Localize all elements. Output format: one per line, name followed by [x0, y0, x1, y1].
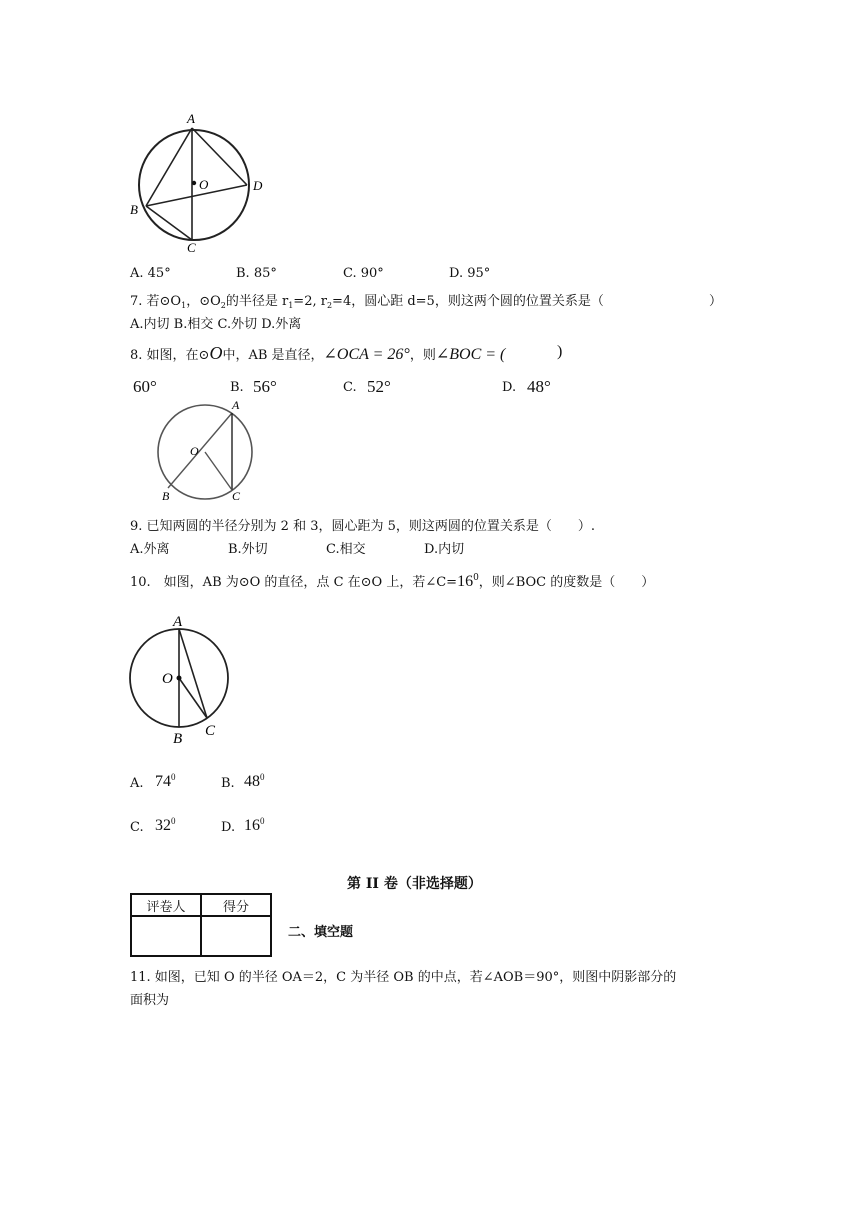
- section-title: 第 II 卷（非选择题）: [347, 876, 482, 892]
- label-a: A: [187, 111, 195, 126]
- q10-option-d: [244, 817, 265, 835]
- q8-option-a: 60°: [133, 377, 157, 396]
- center-point: [192, 181, 196, 185]
- q8-close-paren: ): [557, 343, 563, 360]
- figure-q6: [125, 110, 275, 260]
- q10-option-c-sup: 0: [171, 816, 176, 826]
- q9-option-c: C.相交: [326, 542, 366, 557]
- q8-option-b: 56°: [253, 377, 277, 396]
- q8-ask: ∠BOC = (: [435, 346, 506, 363]
- q8-circle-o: O: [209, 343, 223, 363]
- q8-option-b-label: B.: [230, 380, 244, 395]
- label-o: O: [190, 444, 199, 458]
- label-b: B: [173, 731, 183, 747]
- q10-option-a: [155, 773, 176, 791]
- q7-text-e: =4，圆心距 d=5，则这两个圆的位置关系是（: [332, 294, 604, 309]
- score-table-score-cell: [201, 916, 271, 956]
- q7-text-b: ，⊙O: [186, 294, 221, 309]
- radius-oc: [179, 678, 207, 718]
- q10-option-b-label: B.: [221, 776, 235, 791]
- center-point: [177, 676, 182, 681]
- q8-text-a: 8. 如图，在⊙: [130, 348, 210, 363]
- label-a: A: [173, 614, 183, 630]
- q8-option-d-label: D.: [502, 380, 517, 395]
- q10-option-b-value: 48: [244, 773, 260, 790]
- figure-q10: [122, 610, 242, 750]
- q7-options: A.内切 B.相交 C.外切 D.外离: [130, 317, 302, 332]
- label-c: C: [187, 240, 196, 255]
- q8-option-d: 48°: [527, 377, 551, 396]
- figure-q8: [150, 395, 265, 507]
- q10-option-c: [155, 817, 176, 835]
- q10-option-d-sup: 0: [260, 816, 265, 826]
- label-a: A: [232, 398, 240, 412]
- label-b: B: [130, 202, 138, 217]
- q7-sub1: 1: [181, 301, 187, 310]
- q10-question: [130, 571, 654, 591]
- q10-degree-sup: 0: [473, 573, 479, 583]
- q8-condition: ∠OCA = 26°: [323, 346, 410, 363]
- q9-option-a: A.外离: [130, 542, 170, 557]
- q7-text-c: 的半径是 r: [225, 294, 289, 309]
- q7-close-paren: ）: [709, 294, 723, 309]
- q9-option-d: D.内切: [424, 542, 465, 557]
- label-o: O: [199, 177, 209, 192]
- chord-bd: [146, 185, 247, 206]
- radius-oc: [205, 452, 232, 490]
- q10-option-d-label: D.: [221, 820, 236, 835]
- q9-option-b: B.外切: [228, 542, 268, 557]
- q8-text-b: 中，AB 是直径，: [222, 348, 324, 363]
- q7-sub3: 1: [288, 301, 294, 310]
- q10-option-a-value: 74: [155, 773, 171, 790]
- score-table-header-grader: 评卷人: [131, 894, 201, 916]
- q6-option-a: A. 45°: [130, 266, 171, 281]
- label-d: D: [253, 178, 263, 193]
- q7-question: [130, 290, 604, 309]
- q7-sub2: 2: [220, 301, 226, 310]
- score-table-header-score: 得分: [201, 894, 271, 916]
- q6-option-d: D. 95°: [449, 266, 491, 281]
- q8-question: [130, 343, 505, 364]
- q10-option-a-label: A.: [130, 776, 144, 791]
- q11-line1: 11. 如图，已知 O 的半径 OA＝2，C 为半径 OB 的中点，若∠AOB＝90°，则图中阴影部分的: [130, 970, 677, 985]
- q10-option-b-sup: 0: [260, 772, 265, 782]
- score-table-grader-cell: [131, 916, 201, 956]
- q10-text-a: 10. 如图，AB 为⊙O 的直径，点 C 在⊙O 上，若∠C=: [130, 575, 458, 590]
- q9-question: 9. 已知两圆的半径分别为 2 和 3，圆心距为 5，则这两圆的位置关系是（ ）.: [130, 519, 596, 534]
- q8-option-c: 52°: [367, 377, 391, 396]
- label-c: C: [232, 489, 241, 503]
- q7-text-a: 7. 若⊙O: [130, 294, 182, 309]
- q10-option-d-value: 16: [244, 817, 260, 834]
- label-o: O: [162, 671, 173, 687]
- score-table: [130, 893, 272, 957]
- part2-title: 二、填空题: [288, 925, 354, 940]
- q6-option-c: C. 90°: [343, 266, 384, 281]
- q11-line2: 面积为: [130, 993, 170, 1008]
- chord-ab: [146, 128, 192, 206]
- q10-option-c-value: 32: [155, 817, 171, 834]
- q7-sub4: 2: [326, 301, 333, 310]
- q10-option-a-sup: 0: [171, 772, 176, 782]
- q6-option-b: B. 85°: [236, 266, 277, 281]
- q7-text-d: =2, r: [293, 294, 327, 309]
- q8-text-c: ，则: [409, 348, 436, 363]
- label-b: B: [162, 489, 170, 503]
- label-c: C: [205, 723, 216, 739]
- q10-option-b: [244, 773, 265, 791]
- q10-text-b: ，则∠BOC 的度数是（ ）: [478, 575, 655, 590]
- q10-degree: 16: [457, 573, 474, 590]
- q8-option-c-label: C.: [343, 380, 357, 395]
- chord-ac: [179, 629, 207, 718]
- q10-option-c-label: C.: [130, 820, 144, 835]
